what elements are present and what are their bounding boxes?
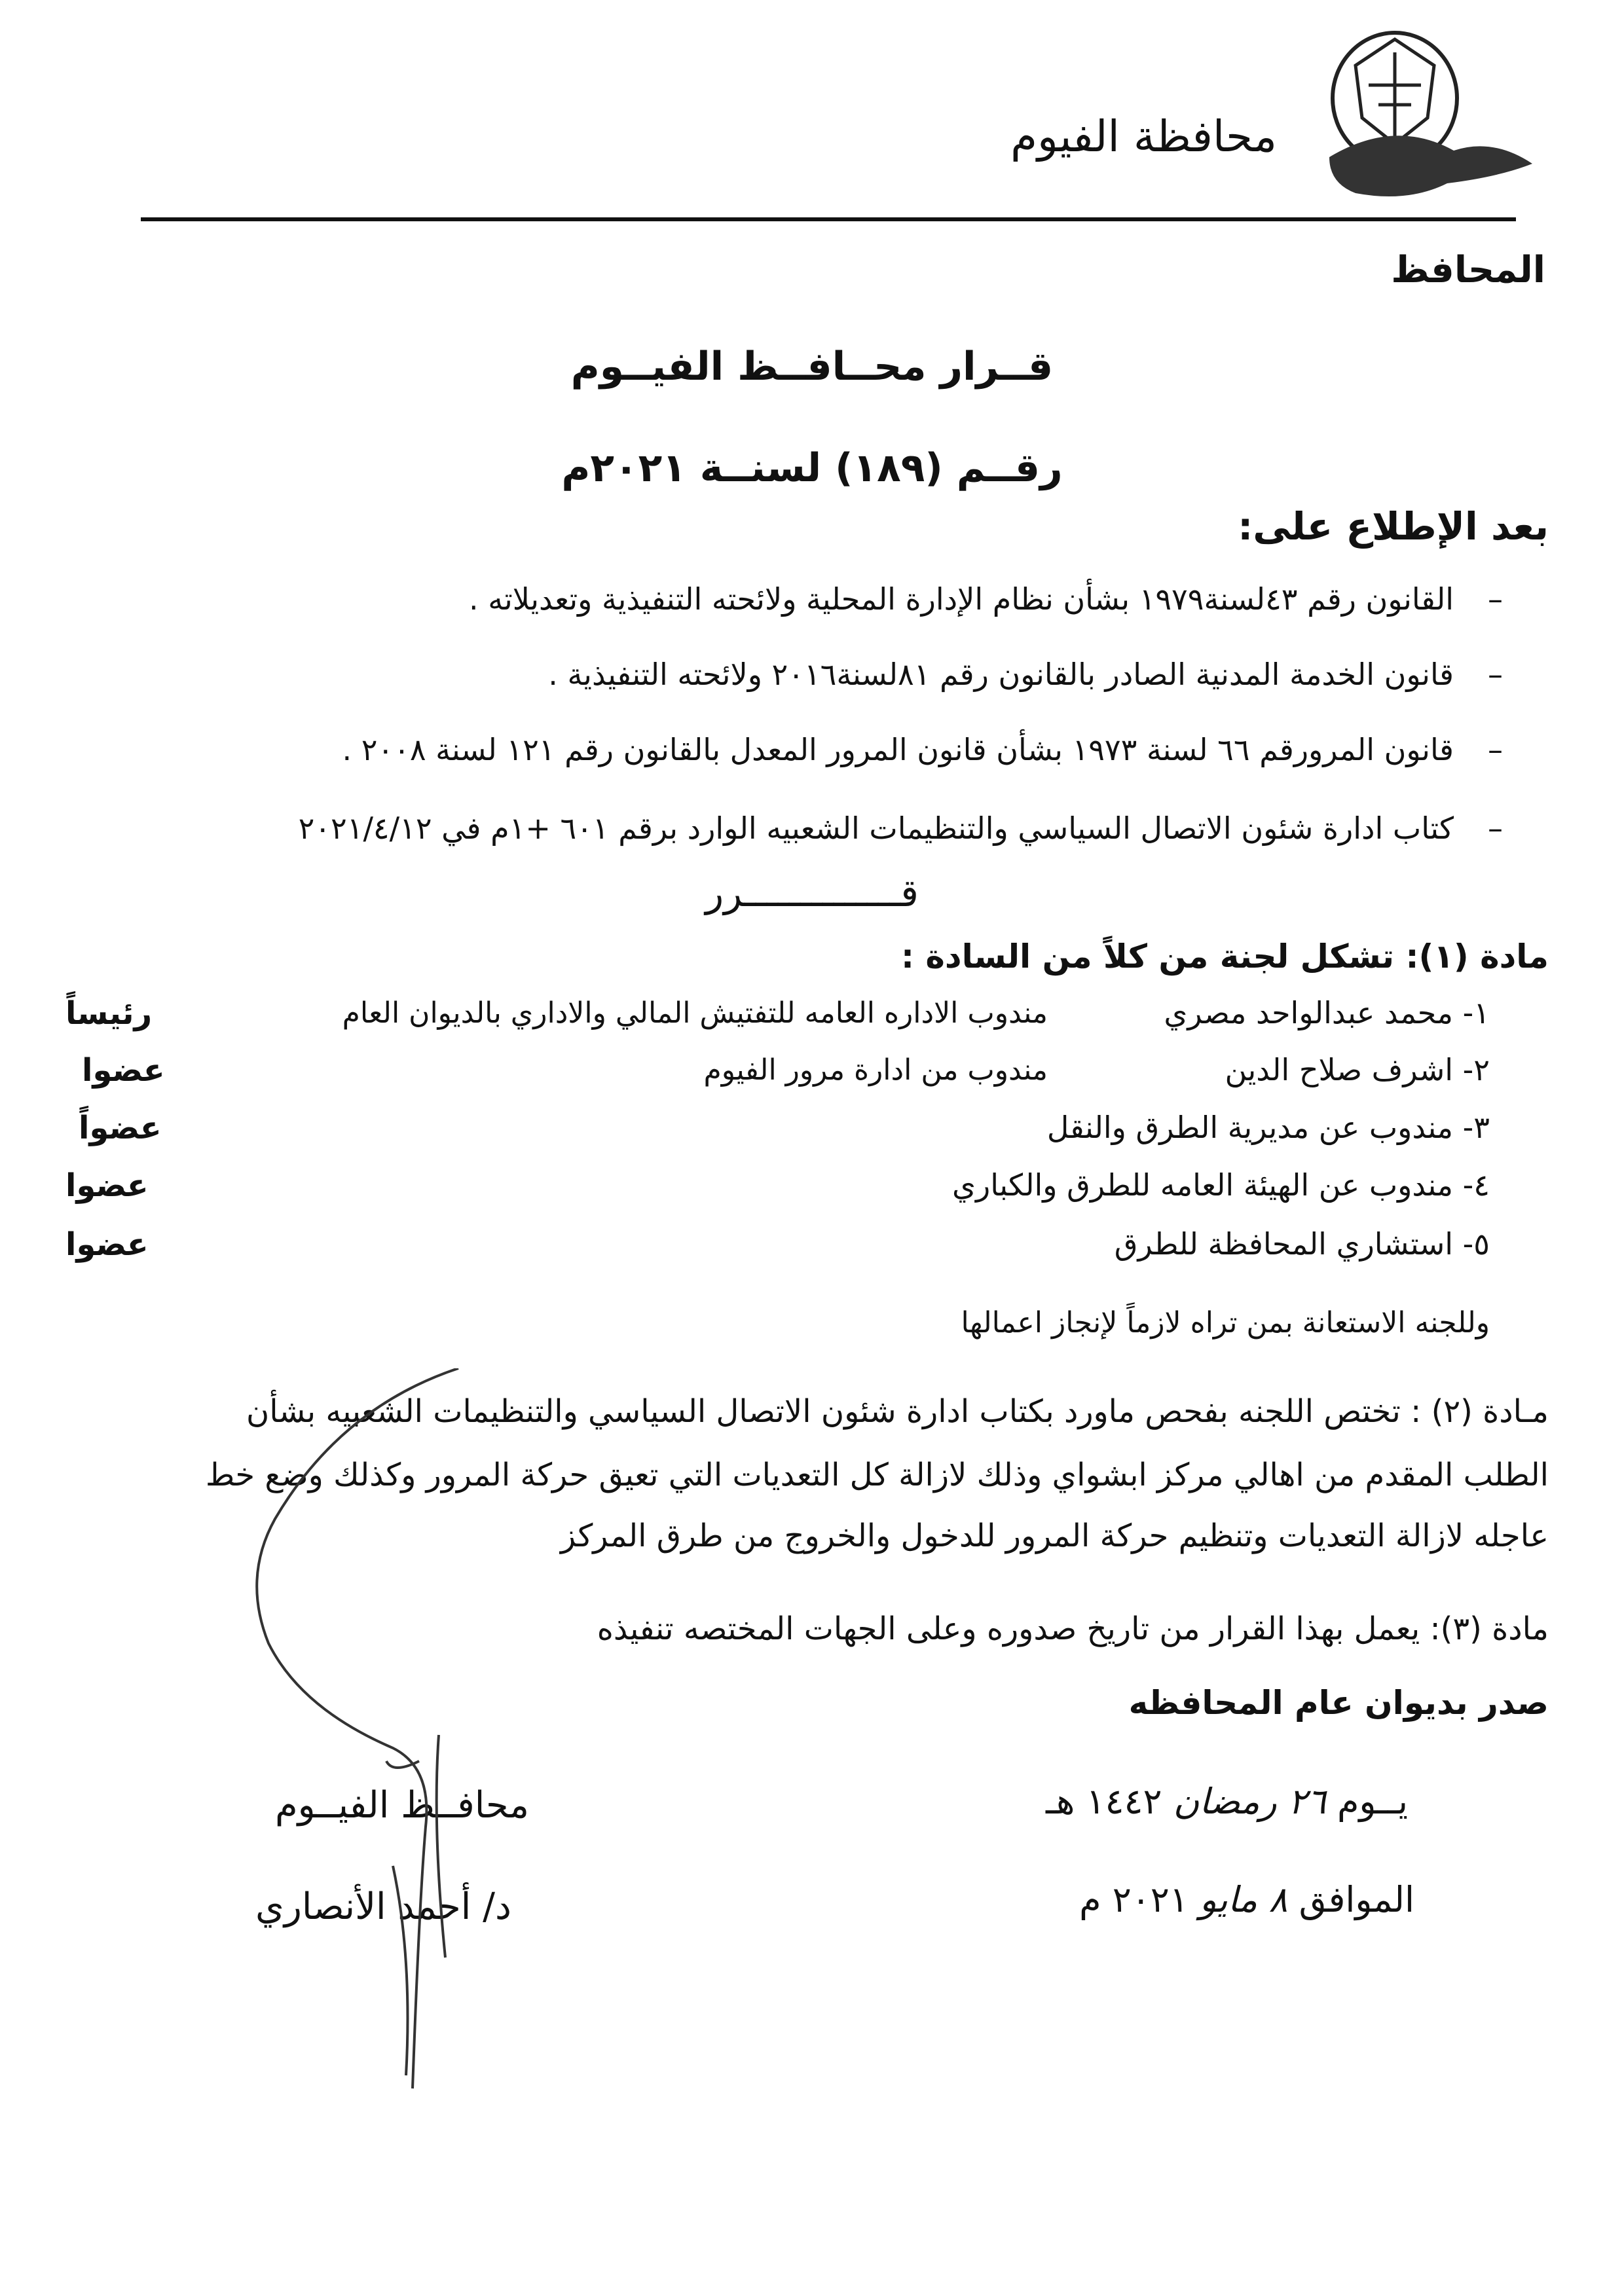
hijri-date-year: ١٤٤٢ هـ: [1046, 1781, 1162, 1822]
reference-bullet: –: [1488, 581, 1503, 617]
member-role: عضوا: [65, 1226, 149, 1263]
gregorian-date-prefix: الموافق: [1299, 1879, 1414, 1920]
governorate-name: محافظة الفيوم: [1010, 111, 1277, 162]
committee-note: وللجنه الاستعانة بمن تراه لازماً لإنجاز اعمالها: [961, 1306, 1490, 1339]
gregorian-date: [1079, 1879, 1414, 1920]
handwritten-signature-icon: [196, 1368, 655, 2095]
reference-item: قانون المرورقم ٦٦ لسنة ١٩٧٣ بشأن قانون المرور المعدل بالقانون رقم ١٢١ لسنة ٢٠٠٨ .: [342, 732, 1454, 767]
reference-item: قانون الخدمة المدنية الصادر بالقانون رقم ٨١لسنة٢٠١٦ ولائحته التنفيذية .: [548, 657, 1454, 692]
governorate-emblem-icon: [1316, 26, 1539, 203]
reference-item: القانون رقم ٤٣لسنة١٩٧٩ بشأن نظام الإدارة المحلية ولائحته التنفيذية وتعديلاته .: [469, 581, 1454, 617]
member-description: مندوب الاداره العامه للتفتيش المالي والاداري بالديوان العام: [342, 996, 1048, 1030]
issued-statement: صدر بديوان عام المحافظه: [1128, 1684, 1549, 1722]
decision-number: رقــم (١٨٩) لسنــة ٢٠٢١م: [561, 445, 1063, 491]
reference-item: كتاب ادارة شئون الاتصال السياسي والتنظيمات الشعبيه الوارد برقم ٦٠١ +١م في ٢٠٢١/٤/١٢: [298, 811, 1454, 846]
signatory-title: محافــظ الفيــوم: [275, 1784, 530, 1827]
member-role: عضوا: [82, 1052, 165, 1089]
hijri-date: [1046, 1781, 1408, 1822]
member-name: ٤- مندوب عن الهيئة العامه للطرق والكباري: [951, 1167, 1490, 1203]
article-2-line: الطلب المقدم من اهالي مركز ابشواي وذلك لازالة كل التعديات التي تعيق حركة المرور وكذلك وضع خط: [205, 1457, 1549, 1493]
gregorian-date-year: ٢٠٢١ م: [1079, 1879, 1189, 1920]
member-name: ٣- مندوب عن مديرية الطرق والنقل: [1046, 1110, 1490, 1145]
article-2-line: عاجله لازالة التعديات وتنظيم حركة المرور للدخول والخروج من طرق المركز: [560, 1518, 1549, 1554]
header-divider: [141, 217, 1516, 221]
decision-title: قــرار محــافــظ الفيــوم: [570, 344, 1054, 390]
office-label: المحافظ: [1391, 249, 1545, 291]
article-3-text: مادة (٣): يعمل بهذا القرار من تاريخ صدوره وعلى الجهات المختصه تنفيذه: [597, 1611, 1549, 1647]
member-name: ٥- استشاري المحافظة للطرق: [1114, 1226, 1490, 1262]
reference-bullet: –: [1488, 732, 1503, 767]
hijri-date-handwritten: ٢٦ رمضان: [1173, 1781, 1326, 1822]
article-2-line: مـادة (٢) : تختص اللجنه بفحص ماورد بكتاب ادارة شئون الاتصال السياسي والتنظيمات الشعبيه بشأن: [246, 1393, 1549, 1430]
decided-heading: قــــــــــــــرر: [705, 871, 919, 915]
preamble-heading: بعد الإطلاع على:: [1238, 504, 1549, 549]
member-role: عضواً: [79, 1110, 162, 1146]
reference-bullet: –: [1488, 811, 1503, 846]
member-name: ١- محمد عبدالواحد مصري: [1164, 995, 1490, 1030]
hijri-date-prefix: يــوم: [1337, 1781, 1408, 1822]
signatory-name: د/ أحمد الأنصاري: [255, 1886, 511, 1928]
article-1-label: مادة (١): تشكل لجنة من كلاً من السادة :: [901, 938, 1549, 975]
member-description: مندوب من ادارة مرور الفيوم: [703, 1053, 1048, 1087]
reference-bullet: –: [1488, 657, 1503, 692]
gregorian-date-handwritten: ٨ مايو: [1199, 1879, 1288, 1920]
member-role: رئيساً: [65, 995, 153, 1032]
member-role: عضوا: [65, 1167, 149, 1204]
member-name: ٢- اشرف صلاح الدين: [1225, 1052, 1490, 1087]
